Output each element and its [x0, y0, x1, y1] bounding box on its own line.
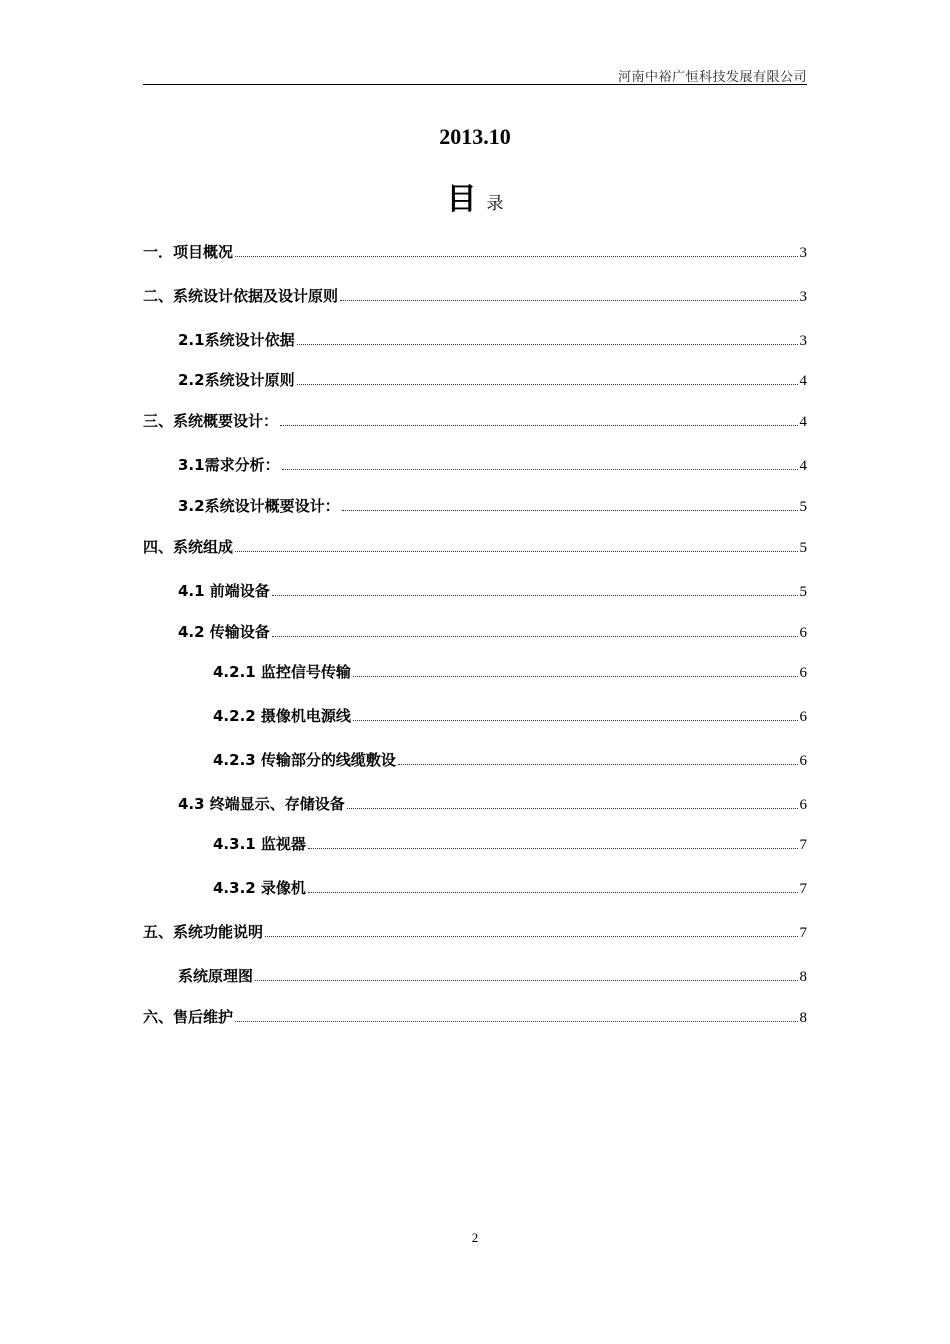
toc-entry[interactable] — [178, 964, 807, 986]
toc-entry[interactable] — [143, 284, 807, 306]
toc-entry-label: 2.2系统设计原则 — [178, 371, 295, 389]
toc-entry-label: 3.1需求分析： — [178, 456, 280, 474]
footer-page-number: 2 — [471, 1230, 479, 1245]
toc-entry-page: 6 — [799, 709, 807, 725]
toc-entry-label: 系统原理图 — [178, 967, 254, 985]
toc-entry-page: 3 — [799, 333, 807, 349]
toc-leader — [235, 256, 797, 257]
toc-leader — [308, 892, 798, 893]
toc-entry-page: 4 — [799, 414, 807, 430]
toc-entry-page: 8 — [799, 1010, 807, 1026]
toc-title-main: 目 — [446, 182, 477, 217]
toc-leader — [308, 848, 798, 849]
toc-entry-page: 3 — [799, 289, 807, 305]
toc-leader — [272, 636, 798, 637]
toc-entry-label: 4.3 终端显示、存储设备 — [178, 795, 345, 813]
toc-entry-page: 6 — [799, 797, 807, 813]
toc-leader — [272, 595, 798, 596]
toc-entry[interactable] — [143, 920, 807, 942]
toc-entry-label: 4.1 前端设备 — [178, 582, 270, 600]
toc-leader — [282, 469, 798, 470]
toc-entry-label: 一．项目概况 — [143, 243, 234, 261]
toc-leader — [340, 300, 797, 301]
toc-leader — [255, 980, 797, 981]
toc-entry-page: 4 — [799, 458, 807, 474]
toc-entry-label: 六、售后维护 — [143, 1008, 234, 1026]
toc-entry-page: 3 — [799, 245, 807, 261]
toc-leader — [265, 936, 797, 937]
toc-entry[interactable] — [143, 535, 807, 557]
toc-leader — [297, 384, 798, 385]
toc-entry[interactable] — [213, 748, 807, 770]
toc-entry-label: 4.2 传输设备 — [178, 623, 270, 641]
toc-entry[interactable] — [178, 328, 807, 350]
toc-entry-label: 4.2.1 监控信号传输 — [213, 663, 351, 681]
toc-entry[interactable] — [213, 660, 807, 682]
toc-entry-page: 6 — [799, 625, 807, 641]
toc-entry[interactable] — [178, 453, 807, 475]
toc-leader — [398, 764, 798, 765]
toc-leader — [353, 720, 798, 721]
toc-entry-label: 三、系统概要设计： — [143, 412, 279, 430]
toc-entry[interactable] — [178, 792, 807, 814]
toc-entry-label: 四、系统组成 — [143, 538, 234, 556]
toc-entry[interactable] — [213, 704, 807, 726]
toc-entry[interactable] — [178, 579, 807, 601]
toc-leader — [342, 510, 798, 511]
toc-entry-label: 4.2.3 传输部分的线缆敷设 — [213, 751, 396, 769]
toc-entry-page: 6 — [799, 753, 807, 769]
toc-leader — [347, 808, 798, 809]
toc-entry-label: 3.2系统设计概要设计： — [178, 497, 340, 515]
toc-entry-page: 4 — [799, 373, 807, 389]
toc-entry-page: 7 — [799, 837, 807, 853]
toc-entry-label: 4.2.2 摄像机电源线 — [213, 707, 351, 725]
toc-entry-page: 5 — [799, 584, 807, 600]
toc-entry[interactable] — [178, 620, 807, 642]
toc-entry[interactable] — [178, 368, 807, 390]
toc-leader — [235, 1021, 797, 1022]
toc-leader — [235, 551, 797, 552]
toc-entry-label: 五、系统功能说明 — [143, 923, 264, 941]
header-company-name: 河南中裕广恒科技发展有限公司 — [617, 70, 807, 85]
toc-entry-page: 8 — [799, 969, 807, 985]
toc-entry-label: 4.3.1 监视器 — [213, 835, 306, 853]
document-date: 2013.10 — [439, 124, 511, 149]
toc-entry-label: 二、系统设计依据及设计原则 — [143, 287, 339, 305]
header-rule — [143, 84, 807, 85]
toc-entry-page: 5 — [799, 499, 807, 515]
toc-leader — [280, 425, 797, 426]
toc-entry-page: 6 — [799, 665, 807, 681]
toc-entry[interactable] — [213, 832, 807, 854]
toc-entry-page: 7 — [799, 881, 807, 897]
toc-entry[interactable] — [143, 240, 807, 262]
toc-entry[interactable] — [213, 876, 807, 898]
toc-entry-page: 7 — [799, 925, 807, 941]
toc-title — [0, 174, 950, 218]
toc-entry[interactable] — [143, 409, 807, 431]
toc-entry[interactable] — [178, 494, 807, 516]
toc-entry-page: 5 — [799, 540, 807, 556]
toc-title-sub: 录 — [486, 194, 504, 214]
toc-entry-label: 4.3.2 录像机 — [213, 879, 306, 897]
toc-leader — [297, 344, 798, 345]
toc-entry[interactable] — [143, 1005, 807, 1027]
toc-leader — [353, 676, 798, 677]
toc-entry-label: 2.1系统设计依据 — [178, 331, 295, 349]
